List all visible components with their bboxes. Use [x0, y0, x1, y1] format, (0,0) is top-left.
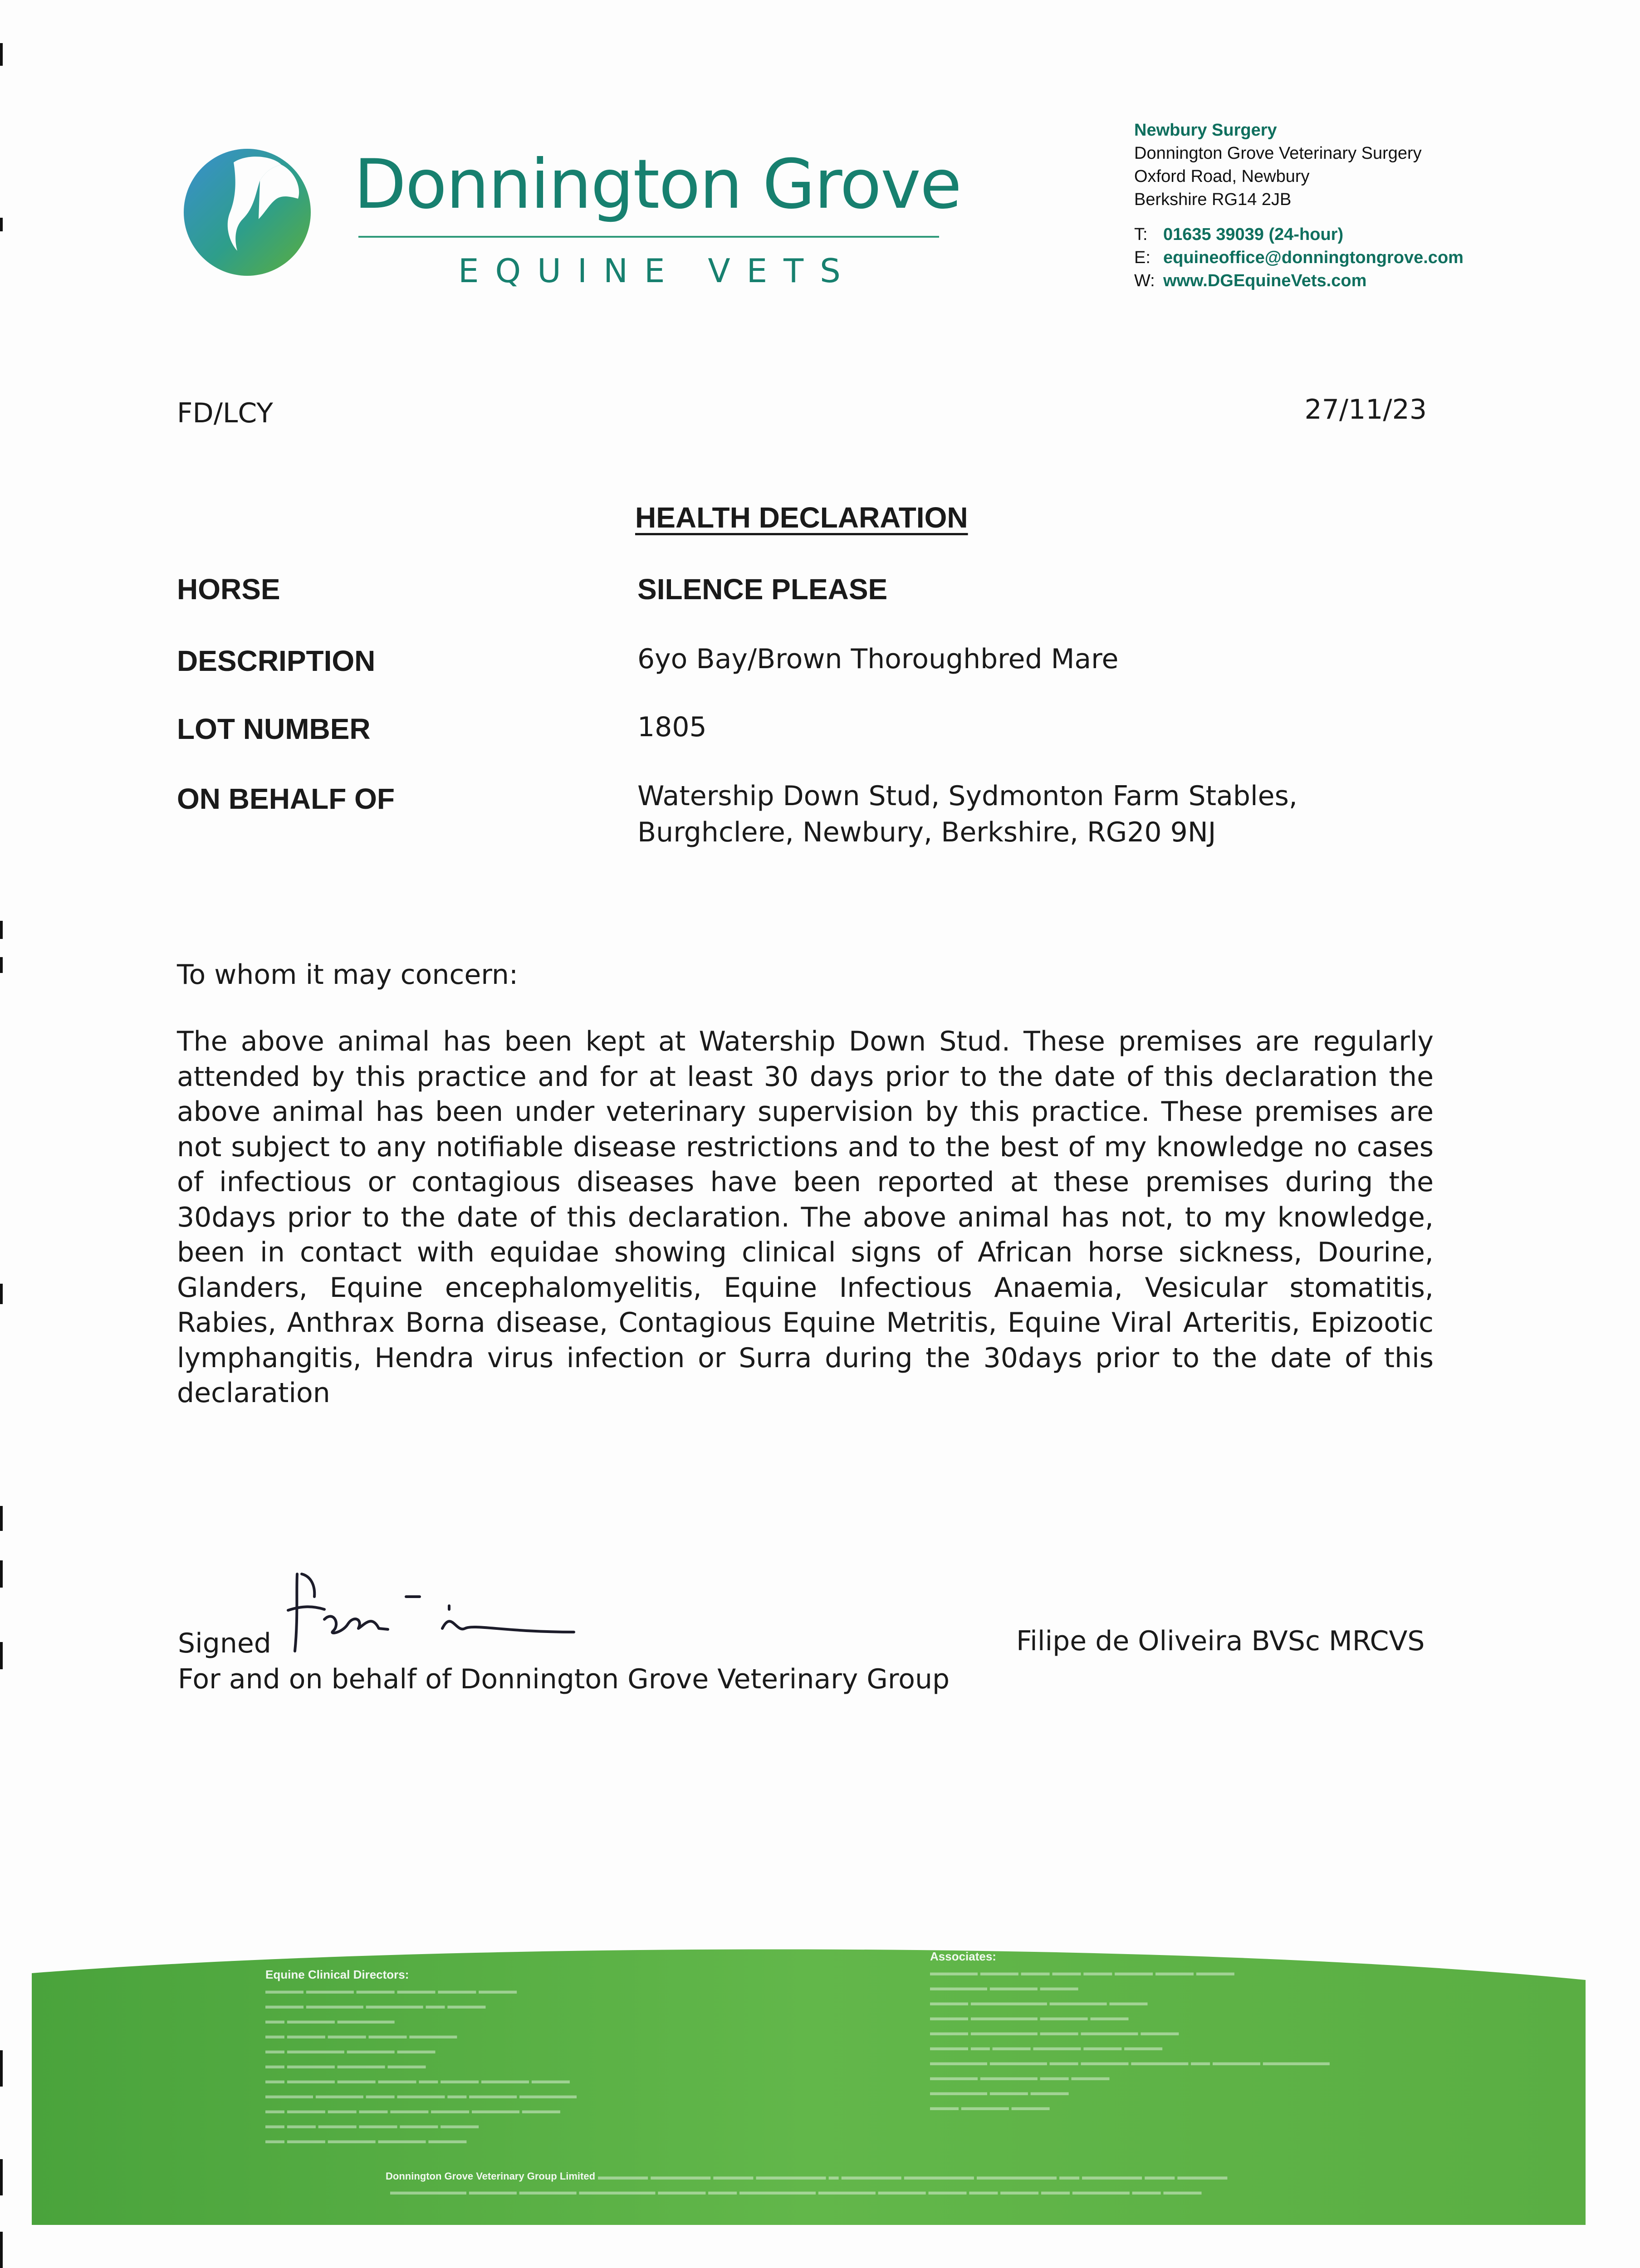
handwritten-signature-icon: [270, 1560, 578, 1660]
signed-label: Signed: [178, 1628, 271, 1659]
field-label-horse: HORSE: [177, 573, 280, 606]
directors-heading: Equine Clinical Directors:: [265, 1968, 409, 1981]
scan-mark: [0, 2232, 3, 2268]
field-value-on-behalf-line: Burghclere, Newbury, Berkshire, RG20 9NJ: [637, 816, 1216, 848]
field-label-description: DESCRIPTION: [177, 645, 376, 677]
signatory-name: Filipe de Oliveira BVSc MRCVS: [1016, 1625, 1425, 1657]
field-value-description: 6yo Bay/Brown Thoroughbred Mare: [637, 643, 1119, 675]
company-name: Donnington Grove Veterinary Group Limited: [386, 2170, 596, 2182]
scan-mark: [0, 43, 3, 66]
brand-divider: [358, 236, 939, 238]
email-address[interactable]: equineoffice@donningtongrove.com: [1163, 248, 1464, 267]
declaration-body: The above animal has been kept at Watership Down Stud. These premises are regularly attended by this practice and for at least 30 days prior to the date of this declaration the above animal has been under veterinary supervision by this practice. These premises are not subject to any notifiable disease restrictions and to the best of my knowledge no cases of infectious or contagious diseases have been reported at these premises during the 30days prior to the date of this declaration. The above animal has not, to my knowledge, been in contact with equidae showing clinical signs of African horse sickness, Dourine, Glanders, Equine encephalomyelitis, Equine Infectious Anaemia, Vesicular stomatitis, Rabies, Anthrax Borna disease, Contagious Equine Metritis, Equine Viral Arteritis, Epizootic lymphangitis, Hendra virus infection or Surra during the 30days prior to the date of this declaration: [177, 1026, 1434, 1409]
document-date: 27/11/23: [1304, 394, 1427, 425]
document-title: HEALTH DECLARATION: [635, 501, 968, 534]
company-statement: [386, 2170, 1227, 2182]
brand-subtitle: EQUINE VETS: [458, 252, 857, 290]
associates-list-illegible: ▬▬▬▬▬ ▬▬▬▬ ▬▬▬ ▬▬▬ ▬▬▬ ▬▬▬▬ ▬▬▬▬ ▬▬▬▬ ▬▬▬▬▬▬ ▬▬▬▬▬ ▬▬▬▬ ▬▬▬▬ ▬▬▬▬▬▬▬▬ ▬▬▬▬▬▬ ▬▬▬▬ ▬▬▬▬ ▬▬▬▬▬▬▬ ▬▬▬▬▬ ▬▬▬▬ ▬▬▬▬ ▬▬▬▬▬▬▬ ▬▬▬▬ ▬▬▬▬▬▬ ▬▬▬▬ ▬▬▬▬ ▬▬ ▬▬▬▬ ▬▬▬▬▬ ▬▬▬▬ ▬▬▬▬ ▬▬▬▬▬▬ ▬▬▬▬▬▬ ▬▬▬ ▬▬▬▬▬ ▬▬▬▬▬▬ ▬▬ ▬▬▬▬▬ ▬▬▬▬▬▬▬ ▬▬▬▬▬ ▬▬▬▬▬▬ ▬▬▬ ▬▬▬▬ ▬▬▬▬▬▬ ▬▬▬▬ ▬▬▬▬ ▬▬▬ ▬▬▬▬▬ ▬▬▬▬: [930, 1967, 1330, 2112]
address-line: Oxford Road, Newbury: [1134, 167, 1310, 186]
surgery-address: [1134, 119, 1422, 211]
address-line: Donnington Grove Veterinary Surgery: [1134, 144, 1422, 163]
scan-mark: [0, 218, 3, 231]
scan-mark: [0, 1560, 3, 1588]
scan-mark: [0, 921, 3, 939]
company-details-illegible: ▬▬▬▬▬ ▬▬▬▬▬▬ ▬▬▬▬ ▬▬▬▬▬▬▬ ▬ ▬▬▬▬▬▬ ▬▬▬▬▬▬▬ ▬▬▬▬▬▬▬▬ ▬▬ ▬▬▬▬▬▬ ▬▬▬ ▬▬▬▬▬: [598, 2170, 1228, 2182]
address-line: Berkshire RG14 2JB: [1134, 190, 1292, 209]
scan-mark: [0, 2050, 3, 2087]
phone-number: 01635 39039 (24-hour): [1163, 225, 1344, 244]
on-behalf-statement: For and on behalf of Donnington Grove Veterinary Group: [178, 1663, 950, 1695]
field-label-lot-number: LOT NUMBER: [177, 713, 371, 745]
directors-list-illegible: ▬▬▬▬ ▬▬▬▬▬ ▬▬▬▬ ▬▬▬▬ ▬▬▬▬ ▬▬▬▬ ▬▬▬▬ ▬▬▬▬▬▬ ▬▬▬▬▬▬ ▬▬ ▬▬▬▬ ▬▬ ▬▬▬▬▬ ▬▬▬▬▬▬ ▬▬ ▬▬▬▬ ▬▬▬▬ ▬▬▬▬ ▬▬▬▬▬ ▬▬ ▬▬▬▬▬▬ ▬▬▬▬▬ ▬▬▬▬ ▬▬ ▬▬▬▬▬ ▬▬▬▬▬ ▬▬▬▬ ▬▬ ▬▬▬▬▬ ▬▬▬▬ ▬▬▬▬ ▬▬ ▬▬▬▬ ▬▬▬▬▬ ▬▬▬▬ ▬▬▬▬▬ ▬▬▬▬▬ ▬▬▬ ▬▬▬▬▬ ▬▬ ▬▬▬▬▬ ▬▬▬▬▬▬ ▬▬ ▬▬▬▬ ▬▬▬ ▬▬▬ ▬▬▬▬ ▬▬▬▬ ▬▬▬▬▬ ▬▬▬▬ ▬▬ ▬▬▬ ▬▬▬▬ ▬▬▬▬ ▬▬▬▬ ▬▬▬▬ ▬▬ ▬▬▬▬ ▬▬▬▬▬ ▬▬▬▬▬ ▬▬▬▬: [265, 1985, 577, 2146]
registration-details-illegible: ▬▬▬▬▬▬▬▬ ▬▬▬▬▬ ▬▬▬▬▬▬ ▬▬▬▬▬▬▬▬ ▬▬▬▬▬ ▬▬▬ ▬▬▬▬▬▬▬▬ ▬▬▬▬▬▬ ▬▬▬▬▬ ▬▬▬▬ ▬▬▬ ▬▬▬▬ ▬▬▬ ▬▬▬▬▬▬ ▬▬▬ ▬▬▬▬: [390, 2186, 1202, 2197]
scan-mark: [0, 2159, 3, 2195]
associates-heading: Associates:: [930, 1950, 996, 1963]
web-key: W:: [1134, 271, 1155, 290]
reference-code: FD/LCY: [177, 397, 273, 429]
contact-details: [1134, 223, 1464, 293]
phone-key: T:: [1134, 225, 1148, 244]
donnington-grove-logo-icon: [179, 144, 315, 280]
scan-mark: [0, 1284, 3, 1304]
field-value-lot-number: 1805: [637, 711, 707, 743]
scan-mark: [0, 957, 3, 973]
scan-mark: [0, 1506, 3, 1531]
field-value-horse: SILENCE PLEASE: [637, 573, 888, 606]
website-link[interactable]: www.DGEquineVets.com: [1163, 271, 1367, 290]
surgery-name: Newbury Surgery: [1134, 121, 1277, 140]
scan-mark: [0, 1642, 3, 1669]
field-label-on-behalf-of: ON BEHALF OF: [177, 782, 395, 815]
field-value-on-behalf-line: Watership Down Stud, Sydmonton Farm Stables,: [637, 780, 1297, 812]
brand-name: Donnington Grove: [354, 145, 961, 224]
email-key: E:: [1134, 248, 1150, 267]
salutation: To whom it may concern:: [177, 959, 519, 991]
